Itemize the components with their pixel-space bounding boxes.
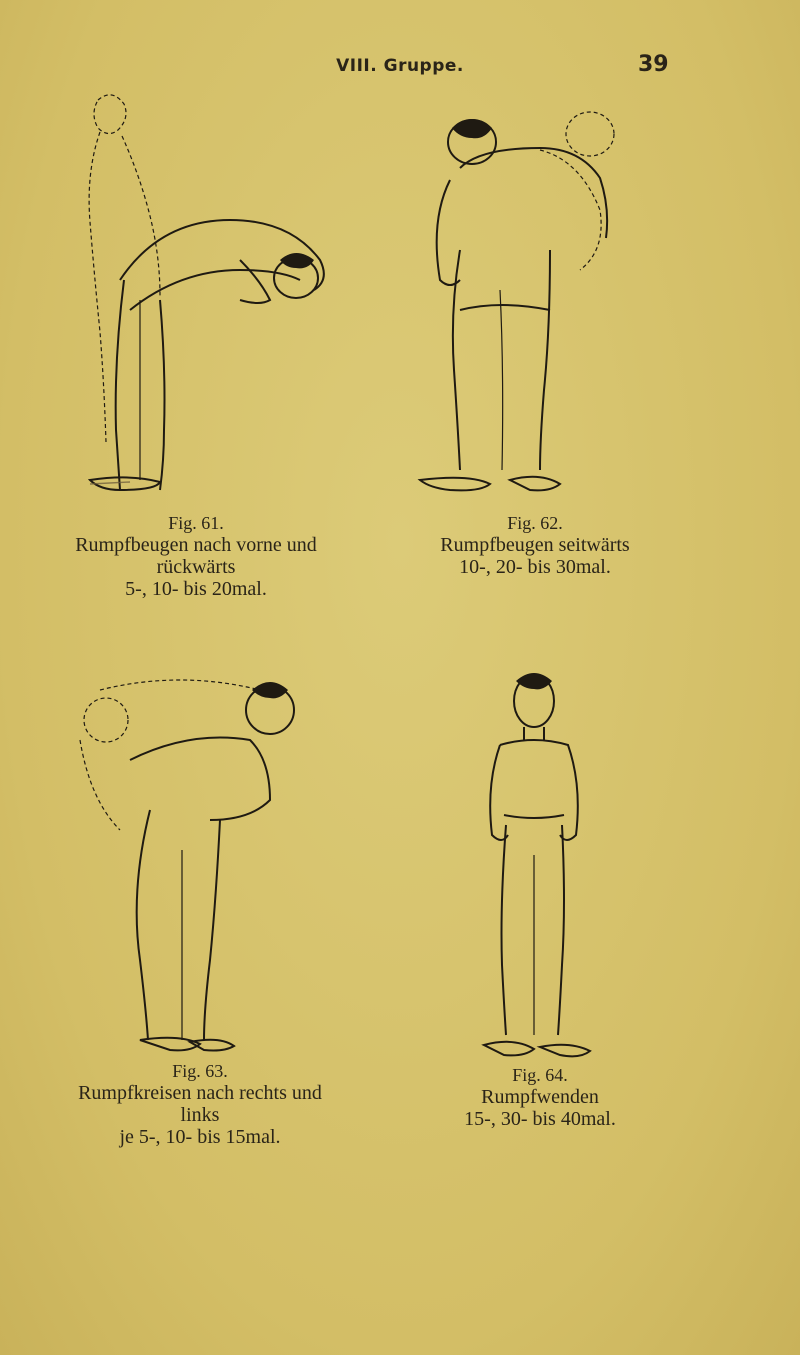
figure-label: Fig. 63. [172, 1061, 228, 1081]
caption-line: 15-, 30- bis 40mal. [464, 1108, 616, 1130]
running-head: VIII. Gruppe. [336, 56, 464, 76]
figure-label: Fig. 62. [507, 513, 563, 533]
figure-label: Fig. 64. [512, 1065, 568, 1085]
page-number: 39 [638, 52, 669, 77]
caption-line: 10-, 20- bis 30mal. [459, 556, 611, 578]
figure-label: Fig. 61. [168, 513, 224, 533]
caption-line: links [180, 1104, 220, 1126]
caption-fig-61 [26, 512, 366, 600]
caption-line: Rumpfbeugen nach vorne und [75, 534, 317, 556]
caption-fig-64 [410, 1064, 670, 1130]
trunk-twist-figure-icon [470, 665, 610, 1065]
caption-fig-62 [400, 512, 670, 578]
trunk-circle-figure-icon [70, 670, 310, 1060]
caption-line: rückwärts [156, 556, 236, 578]
caption-line: Rumpfkreisen nach rechts und [78, 1082, 322, 1104]
forward-bend-figure-icon [60, 80, 340, 500]
caption-line: 5-, 10- bis 20mal. [125, 578, 267, 600]
side-bend-figure-icon [400, 110, 640, 500]
caption-line: Rumpfbeugen seitwärts [440, 534, 630, 556]
caption-fig-63 [40, 1060, 360, 1148]
caption-line: je 5-, 10- bis 15mal. [119, 1126, 281, 1148]
caption-line: Rumpfwenden [481, 1086, 599, 1108]
